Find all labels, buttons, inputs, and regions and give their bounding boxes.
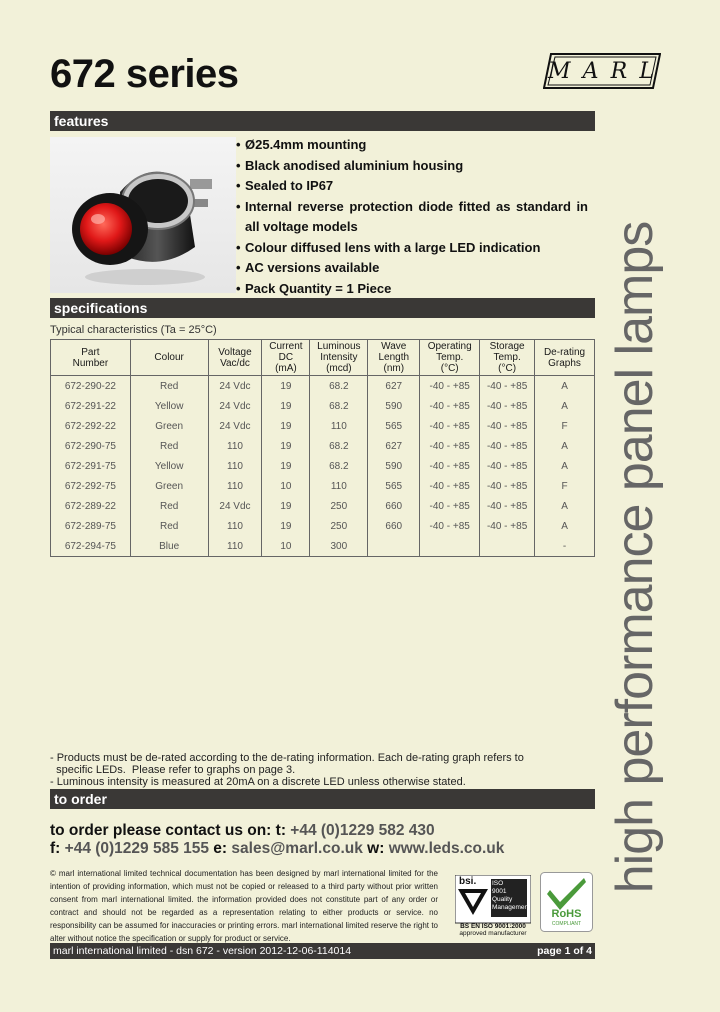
column-header-line: Vac/dc bbox=[220, 357, 250, 369]
column-header bbox=[368, 340, 420, 376]
feature-item: • Pack Quantity = 1 Piece bbox=[236, 279, 588, 300]
table-cell: F bbox=[535, 476, 595, 496]
marl-logo bbox=[543, 52, 661, 90]
logo-letter: L bbox=[639, 58, 656, 84]
table-cell: A bbox=[535, 436, 595, 456]
table-cell: -40 - +85 bbox=[480, 436, 535, 456]
table-cell: 19 bbox=[262, 376, 310, 397]
column-header bbox=[130, 340, 208, 376]
table-cell: 565 bbox=[368, 476, 420, 496]
bsi-certification bbox=[455, 875, 531, 937]
table-row bbox=[51, 516, 595, 536]
table-cell: 300 bbox=[310, 536, 368, 557]
table-cell: Green bbox=[130, 476, 208, 496]
bsi-caption: BS EN ISO 9001:2000 bbox=[460, 923, 526, 930]
column-header-line: Part bbox=[81, 346, 100, 358]
table-cell: Green bbox=[130, 416, 208, 436]
column-header-line: Colour bbox=[154, 352, 184, 363]
table-cell: A bbox=[535, 396, 595, 416]
column-header-line: (nm) bbox=[383, 363, 405, 374]
column-header-line: Operating bbox=[427, 341, 472, 352]
table-row bbox=[51, 456, 595, 476]
column-header-line: (°C) bbox=[498, 363, 517, 374]
column-header-line: (mA) bbox=[275, 363, 297, 374]
rohs-label: RoHS bbox=[551, 908, 582, 920]
column-header bbox=[51, 340, 131, 376]
page-title: 672 series bbox=[50, 52, 239, 96]
email-link[interactable]: sales@marl.co.uk bbox=[231, 840, 363, 857]
table-cell: Red bbox=[130, 376, 208, 397]
table-cell: 672-289-75 bbox=[51, 516, 131, 536]
table-cell: 24 Vdc bbox=[208, 416, 262, 436]
table-cell: -40 - +85 bbox=[420, 456, 480, 476]
table-cell: 660 bbox=[368, 516, 420, 536]
table-cell: -40 - +85 bbox=[420, 436, 480, 456]
table-cell: -40 - +85 bbox=[420, 396, 480, 416]
table-cell bbox=[420, 536, 480, 557]
table-cell: A bbox=[535, 456, 595, 476]
column-header bbox=[310, 340, 368, 376]
table-cell: 10 bbox=[262, 476, 310, 496]
note-line: specific LEDs. Please refer to graphs on page 3. bbox=[50, 764, 296, 776]
table-cell: 672-292-22 bbox=[51, 416, 131, 436]
column-header bbox=[420, 340, 480, 376]
table-cell: - bbox=[535, 536, 595, 557]
table-cell: -40 - +85 bbox=[420, 476, 480, 496]
column-header-line: Intensity bbox=[320, 352, 358, 363]
table-cell: Blue bbox=[130, 536, 208, 557]
logo-letter: R bbox=[610, 58, 630, 84]
bsi-label: bsi. bbox=[459, 876, 477, 887]
email-label: e: bbox=[209, 840, 232, 857]
footer-bar bbox=[50, 943, 595, 959]
column-header-line: DC bbox=[278, 352, 294, 363]
table-cell: 19 bbox=[262, 496, 310, 516]
table-cell: 672-291-22 bbox=[51, 396, 131, 416]
table-cell: -40 - +85 bbox=[420, 416, 480, 436]
table-cell: Red bbox=[130, 436, 208, 456]
feature-item: • Colour diffused lens with a large LED indication bbox=[236, 238, 588, 259]
table-cell: 590 bbox=[368, 396, 420, 416]
bsi-caption: approved manufacturer bbox=[459, 930, 527, 937]
table-cell: 672-292-75 bbox=[51, 476, 131, 496]
web-link[interactable]: www.leds.co.uk bbox=[388, 840, 505, 857]
table-row bbox=[51, 416, 595, 436]
column-header-line: Graphs bbox=[548, 357, 581, 369]
table-cell: 627 bbox=[368, 376, 420, 397]
logo-letter: M bbox=[548, 58, 573, 84]
logo-letter: A bbox=[582, 58, 601, 84]
table-cell: -40 - +85 bbox=[480, 376, 535, 397]
table-cell: 68.2 bbox=[310, 456, 368, 476]
phone-number[interactable]: +44 (0)1229 582 430 bbox=[290, 822, 435, 839]
column-header-line: (°C) bbox=[440, 363, 459, 374]
table-cell: -40 - +85 bbox=[480, 476, 535, 496]
spec-caption: Typical characteristics (Ta = 25°C) bbox=[50, 324, 217, 336]
table-cell: 672-290-22 bbox=[51, 376, 131, 397]
table-cell: -40 - +85 bbox=[480, 496, 535, 516]
table-cell: -40 - +85 bbox=[480, 456, 535, 476]
table-cell: 110 bbox=[310, 416, 368, 436]
table-cell: 110 bbox=[208, 536, 262, 557]
table-row bbox=[51, 496, 595, 516]
table-cell: 627 bbox=[368, 436, 420, 456]
table-cell: 110 bbox=[208, 436, 262, 456]
column-header-line: Storage bbox=[489, 341, 525, 352]
iso-line: 9001 bbox=[492, 888, 507, 895]
column-header-line: Luminous bbox=[317, 341, 361, 352]
column-header-line: Length bbox=[378, 352, 410, 363]
column-header bbox=[262, 340, 310, 376]
fax-label: f: bbox=[50, 840, 65, 857]
column-header bbox=[208, 340, 262, 376]
table-cell: F bbox=[535, 416, 595, 436]
rohs-sub: COMPLIANT bbox=[551, 921, 582, 927]
phone-label: t: bbox=[275, 822, 291, 839]
feature-item: • AC versions available bbox=[236, 258, 588, 279]
iso-line: Quality bbox=[492, 896, 513, 903]
column-header-line: Temp. bbox=[436, 352, 464, 363]
table-cell: 68.2 bbox=[310, 396, 368, 416]
table-cell: -40 - +85 bbox=[420, 376, 480, 397]
table-cell: -40 - +85 bbox=[480, 516, 535, 536]
table-cell: 19 bbox=[262, 396, 310, 416]
table-cell: 19 bbox=[262, 416, 310, 436]
table-cell: 24 Vdc bbox=[208, 396, 262, 416]
table-row bbox=[51, 536, 595, 557]
table-cell: -40 - +85 bbox=[480, 396, 535, 416]
document-info: marl international limited - dsn 672 - version 2012-12-06-114014 bbox=[53, 945, 352, 957]
feature-item: • Black anodised aluminium housing bbox=[236, 156, 588, 177]
table-cell: A bbox=[535, 496, 595, 516]
table-cell: 590 bbox=[368, 456, 420, 476]
table-cell bbox=[480, 536, 535, 557]
feature-item: • Ø25.4mm mounting bbox=[236, 135, 588, 156]
column-header-line: Number bbox=[72, 357, 109, 369]
table-cell: 250 bbox=[310, 516, 368, 536]
web-label: w: bbox=[362, 840, 389, 857]
table-cell: 672-290-75 bbox=[51, 436, 131, 456]
table-cell: 68.2 bbox=[310, 376, 368, 397]
column-header-line: Temp. bbox=[493, 352, 521, 363]
table-row bbox=[51, 436, 595, 456]
feature-item: • Sealed to IP67 bbox=[236, 176, 588, 197]
table-cell: 68.2 bbox=[310, 436, 368, 456]
column-header-line: Wave bbox=[381, 341, 407, 352]
table-row bbox=[51, 476, 595, 496]
table-cell: 19 bbox=[262, 516, 310, 536]
table-cell: 565 bbox=[368, 416, 420, 436]
table-cell: 110 bbox=[208, 516, 262, 536]
column-header-line: Current bbox=[269, 341, 303, 352]
table-cell: 19 bbox=[262, 436, 310, 456]
iso-line: ISO bbox=[492, 880, 504, 887]
table-cell: A bbox=[535, 516, 595, 536]
table-cell: A bbox=[535, 376, 595, 397]
side-banner bbox=[606, 175, 664, 940]
specifications-heading: specifications bbox=[50, 298, 595, 318]
contact-lead: to order please contact us on: bbox=[50, 822, 276, 839]
table-cell: 672-289-22 bbox=[51, 496, 131, 516]
iso-line: Management bbox=[492, 904, 530, 911]
table-cell: -40 - +85 bbox=[480, 416, 535, 436]
side-banner-text: high performance panel lamps bbox=[606, 221, 664, 894]
table-cell: -40 - +85 bbox=[420, 496, 480, 516]
table-cell bbox=[368, 536, 420, 557]
table-cell: 10 bbox=[262, 536, 310, 557]
rohs-badge bbox=[540, 872, 593, 932]
table-row bbox=[51, 396, 595, 416]
notes bbox=[50, 752, 595, 788]
to-order-heading: to order bbox=[50, 789, 595, 809]
table-cell: 110 bbox=[208, 476, 262, 496]
contact-info bbox=[50, 822, 610, 858]
table-cell: 660 bbox=[368, 496, 420, 516]
feature-item: • Internal reverse protection diode fitted as standard in all voltage models bbox=[236, 197, 588, 238]
table-cell: 672-294-75 bbox=[51, 536, 131, 557]
table-cell: Red bbox=[130, 516, 208, 536]
table-cell: 24 Vdc bbox=[208, 496, 262, 516]
table-cell: -40 - +85 bbox=[420, 516, 480, 536]
table-cell: 19 bbox=[262, 456, 310, 476]
column-header-line: De-rating bbox=[543, 346, 586, 358]
column-header-line: (mcd) bbox=[326, 363, 352, 374]
features-heading: features bbox=[50, 111, 595, 131]
specifications-table bbox=[50, 339, 595, 557]
note-line: - Luminous intensity is measured at 20mA on a discrete LED unless otherwise stated. bbox=[50, 776, 466, 788]
table-cell: 24 Vdc bbox=[208, 376, 262, 397]
table-cell: 672-291-75 bbox=[51, 456, 131, 476]
table-cell: 250 bbox=[310, 496, 368, 516]
page-number: page 1 of 4 bbox=[537, 945, 592, 957]
table-cell: 110 bbox=[208, 456, 262, 476]
table-row bbox=[51, 376, 595, 397]
column-header-line: Voltage bbox=[218, 346, 252, 358]
table-cell: Yellow bbox=[130, 396, 208, 416]
table-cell: 110 bbox=[310, 476, 368, 496]
legal-disclaimer: © marl international limited technical documentation has been designed by marl international limited for the intention of providing information, which must not be copied or released to a third party without prior written consent from marl international limited. the information provided does not constitute part of any order or contract and should not be regarded as a representation relating to either products or service. no responsibility can be assumed for inaccuracies or printing errors. marl international limited reserve the right to alter without notice the specification or supply for product or service. bbox=[50, 869, 438, 943]
table-cell: Yellow bbox=[130, 456, 208, 476]
features-list bbox=[236, 135, 588, 299]
column-header bbox=[535, 340, 595, 376]
column-header bbox=[480, 340, 535, 376]
product-photo bbox=[50, 137, 236, 293]
table-cell: Red bbox=[130, 496, 208, 516]
note-line: - Products must be de-rated according to the de-rating information. Each de-rating graph refers to bbox=[50, 752, 524, 764]
fax-number: +44 (0)1229 585 155 bbox=[64, 840, 209, 857]
